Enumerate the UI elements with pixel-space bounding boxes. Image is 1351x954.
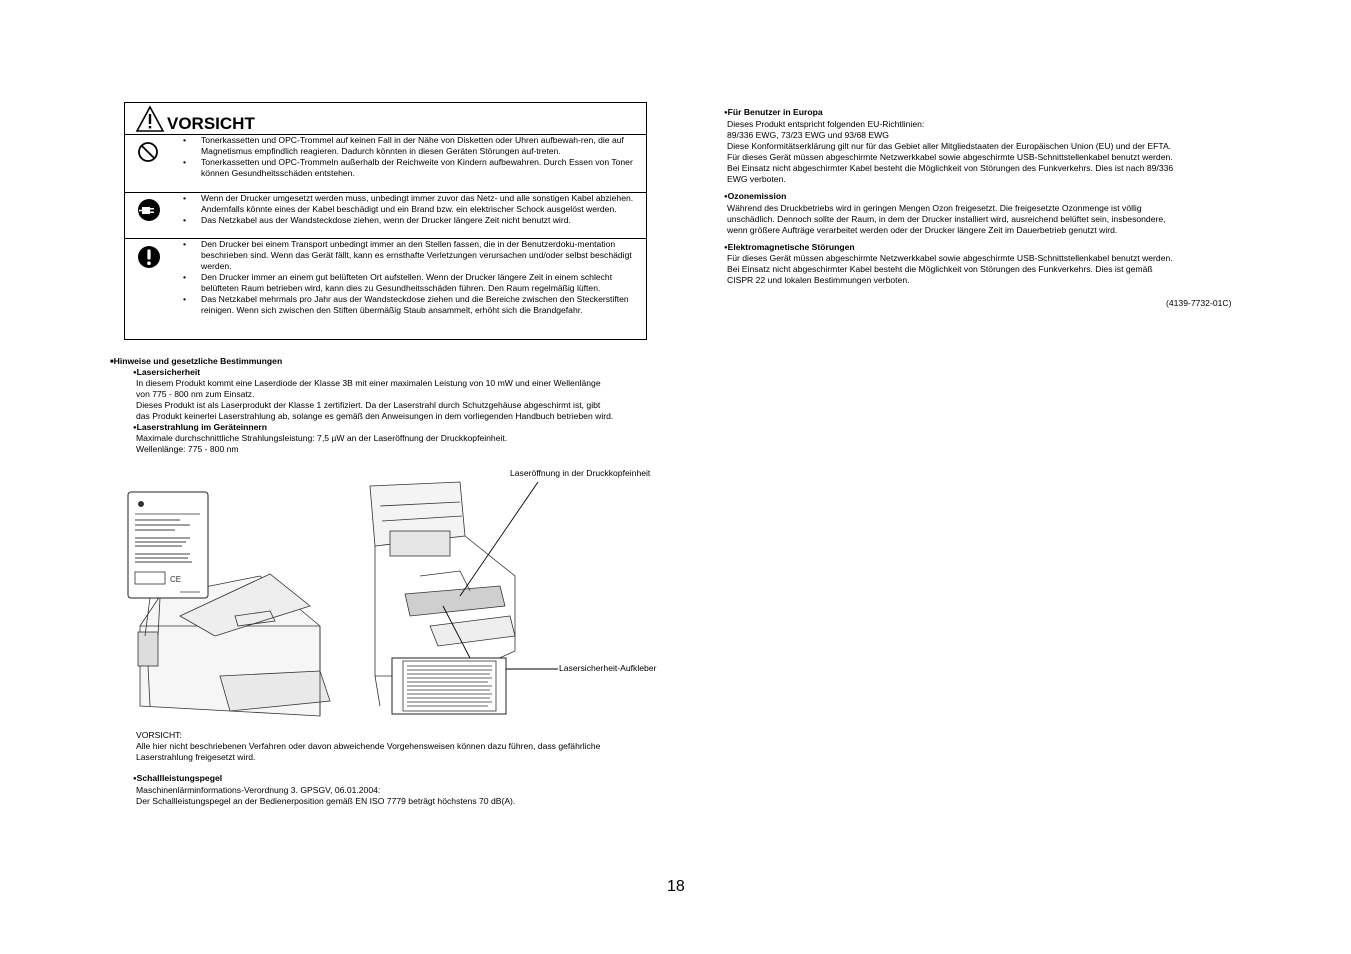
- internal-laser-text: Maximale durchschnittliche Strahlungsleistung: 7,5 µW an der Laseröffnung der Druckkopfeinheit. Wellenlänge: 775 - 800 nm: [136, 433, 508, 454]
- caution-item: • Tonerkassetten und OPC-Trommel auf keinen Fall in der Nähe von Disketten oder Uhren aufbewah-ren, die auf Magnetismus empfindlich reagieren. Dadurch könnten in diesen Geräten Störungen auf-treten.: [177, 135, 638, 157]
- laser-warning: VORSICHT: Alle hier nicht beschriebenen Verfahren oder davon abweichende Vorgehensweisen können dazu führen, dass gefährliche Laserstrahlung freigesetzt wird.: [136, 730, 696, 763]
- sound-title: ● Schallleistungspegel: [133, 773, 222, 785]
- laser-warning-title: VORSICHT:: [136, 730, 182, 740]
- ozone-title: ● Ozonemission: [724, 191, 786, 203]
- section-title: ■ Hinweise und gesetzliche Bestimmungen: [110, 356, 282, 368]
- caution-item: • Das Netzkabel aus der Wandsteckdose ziehen, wenn der Drucker längere Zeit nicht benutzt wird.: [177, 215, 638, 226]
- laser-safety-title: ● Lasersicherheit: [133, 367, 200, 379]
- internal-laser-title: ● Laserstrahlung im Geräteinnern: [133, 422, 267, 434]
- caution-item: • Den Drucker immer an einem gut belüfteten Ort aufstellen. Wenn der Drucker längere Zeit in einem schlecht belüfteten Raum betrieben wird, kann dies zu Gesundheitsschäden führen. Den Raum regelmäßig lüften.: [177, 272, 638, 294]
- caution-title: VORSICHT: [167, 114, 255, 133]
- svg-text:CE: CE: [170, 575, 182, 584]
- sound-text: Maschinenlärminformations-Verordnung 3. GPSGV, 06.01.2004: Der Schallleistungspegel an der Bedienerposition gemäß EN ISO 7779 beträgt höchstens 70 dB(A).: [136, 785, 516, 806]
- caution-item: • Das Netzkabel mehrmals pro Jahr aus der Wandsteckdose ziehen und die Bereiche zwischen den Steckerstiften reinigen. Wenn sich zwischen den Stiften übermäßig Staub ansammelt, erhöht sich die Brandgefahr.: [177, 294, 638, 316]
- laser-label-illustration: [392, 658, 506, 714]
- emc-title: ● Elektromagnetische Störungen: [724, 242, 855, 254]
- warning-triangle-icon: [135, 105, 165, 133]
- callout-laser-aperture: Laseröffnung in der Druckkopfeinheit: [510, 468, 651, 478]
- caution-header: [125, 103, 646, 135]
- caution-item: • Den Drucker bei einem Transport unbedingt immer an den Stellen fassen, die in der Benutzerdoku-mentation beschrieben sind. Wenn das Gerät fällt, kann es ernsthafte Verletzungen verursachen und/oder selbst beschädigt werden.: [177, 239, 638, 272]
- europe-title: ● Für Benutzer in Europa: [724, 107, 823, 119]
- caution-list: [177, 193, 638, 226]
- caution-item: • Wenn der Drucker umgesetzt werden muss, unbedingt immer zuvor das Netz- und alle sonstigen Kabel abziehen. Andernfalls könnte eines der Kabel beschädigt und ein Brand bzw. ein elektrischer Schock ausgelöst werden.: [177, 193, 638, 215]
- unplug-icon: [137, 198, 161, 222]
- caution-box: [124, 102, 647, 340]
- printer-figure: [120, 476, 680, 726]
- exclamation-icon: [137, 245, 161, 269]
- caution-list: [177, 239, 638, 316]
- callout-laser-label: Lasersicherheit-Aufkleber: [559, 663, 657, 673]
- caution-row-transport: [125, 239, 646, 341]
- caution-item: • Tonerkassetten und OPC-Trommeln außerhalb der Reichweite von Kindern aufbewahren. Durch Essen von Toner können Gesundheitsschäden entstehen.: [177, 157, 638, 179]
- europe-text: Dieses Produkt entspricht folgenden EU-Richtlinien: 89/336 EWG, 73/23 EWG und 93/68 EWG Diese Konformitätserklärung gilt nur für das Gebiet aller Mitgliedstaaten der Europäischen Union (EU) und der EFTA. Für dieses Gerät müssen abgeschirmte Netzwerkkabel sowie abgeschirmte USB-Schnittstellenkabel benutzt werden. Bei Einsatz nicht abgeschirmter Kabel besteht die Möglichkeit von Störungen des Funkverkehrs. Dies ist nach 89/336 EWG verboten.: [727, 119, 1174, 184]
- emc-text: Für dieses Gerät müssen abgeschirmte Netzwerkkabel sowie abgeschirmte USB-Schnittstellenkabel benutzt werden. Bei Einsatz nicht abgeschirmter Kabel besteht die Möglichkeit von Störungen des Funkverkehrs. Dies ist gemäß CISPR 22 und lokalen Bestimmungen verboten.: [727, 253, 1173, 285]
- caution-row-magnetism: [125, 135, 646, 193]
- laser-safety-text: In diesem Produkt kommt eine Laserdiode der Klasse 3B mit einer maximalen Leistung von 10 mW und einer Wellenlänge von 775 - 800 nm zum Einsatz. Dieses Produkt ist als Laserprodukt der Klasse 1 zertifiziert. Da der Laserstrahl durch Schutzgehäuse abgeschirmt ist, gibt das Produkt keinerlei Laserstrahlung ab, solange es gemäß den Anweisungen in dem vorliegenden Handbuch betrieben wird.: [136, 378, 614, 421]
- document-code: (4139-7732-01C): [1166, 298, 1232, 308]
- ozone-text: Während des Druckbetriebs wird in geringen Mengen Ozon freigesetzt. Die freigesetzte Ozonmenge ist völlig unschädlich. Dennoch sollte der Raum, in dem der Drucker installiert wird, ausreichend belüftet sein, insbesondere, wenn größere Aufträge verarbeitet werden oder der Drucker längere Zeit im Dauerbetrieb genutzt wird.: [727, 203, 1166, 235]
- caution-row-power: [125, 193, 646, 239]
- page-number: 18: [667, 878, 685, 895]
- caution-list: [177, 135, 638, 179]
- prohibited-icon: [137, 141, 159, 163]
